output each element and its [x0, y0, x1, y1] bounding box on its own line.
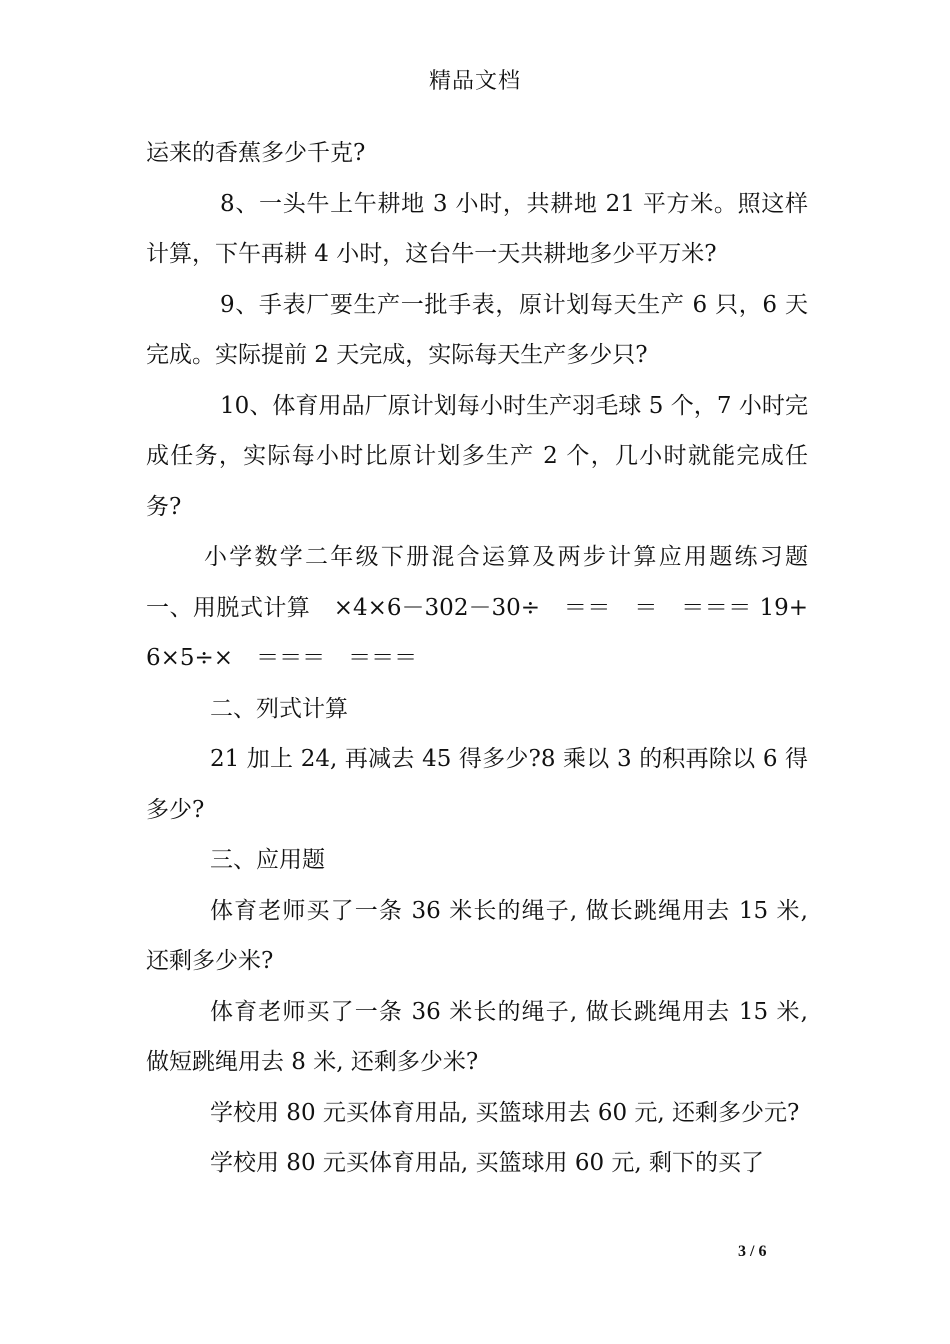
- section-2-heading: 二、列式计算: [210, 695, 348, 722]
- page-number: 3 / 6: [738, 1243, 767, 1260]
- document-body: [146, 128, 831, 1189]
- word-problem-3: 学校用 80 元买体育用品, 买篮球用去 60 元, 还剩多少元?: [210, 1099, 800, 1126]
- section-2-problem: 21 加上 24, 再减去 45 得多少?8 乘以 3 的积再除以 6 得多少?: [146, 746, 808, 823]
- exercise-title-and-calculation: 小学数学二年级下册混合运算及两步计算应用题练习题 一、用脱式计算 ×4×6－302－30÷ ＝＝ ＝ ＝＝＝ 19+6×5÷× ＝＝＝ ＝＝＝: [146, 544, 831, 671]
- question-8: 8、一头牛上午耕地 3 小时，共耕地 21 平方米。照这样计算，下午再耕 4 小时，这台牛一天共耕地多少平万米?: [146, 190, 808, 267]
- page-header-title: 精品文档: [428, 69, 521, 94]
- question-9: 9、手表厂要生产一批手表，原计划每天生产 6 只，6 天完成。实际提前 2 天完成，实际每天生产多少只?: [146, 291, 808, 368]
- paragraph-continuation: 运来的香蕉多少千克?: [146, 140, 366, 166]
- question-10: 10、体育用品厂原计划每小时生产羽毛球 5 个，7 小时完成任务，实际每小时比原计划多生产 2 个，几小时就能完成任务?: [146, 392, 808, 520]
- section-3-heading: 三、应用题: [210, 847, 325, 873]
- word-problem-1: 体育老师买了一条 36 米长的绳子, 做长跳绳用去 15 米, 还剩多少米?: [146, 897, 808, 974]
- word-problem-4: 学校用 80 元买体育用品, 买篮球用 60 元, 剩下的买了: [210, 1150, 765, 1176]
- word-problem-2: 体育老师买了一条 36 米长的绳子, 做长跳绳用去 15 米, 做短跳绳用去 8 米, 还剩多少米?: [146, 998, 808, 1075]
